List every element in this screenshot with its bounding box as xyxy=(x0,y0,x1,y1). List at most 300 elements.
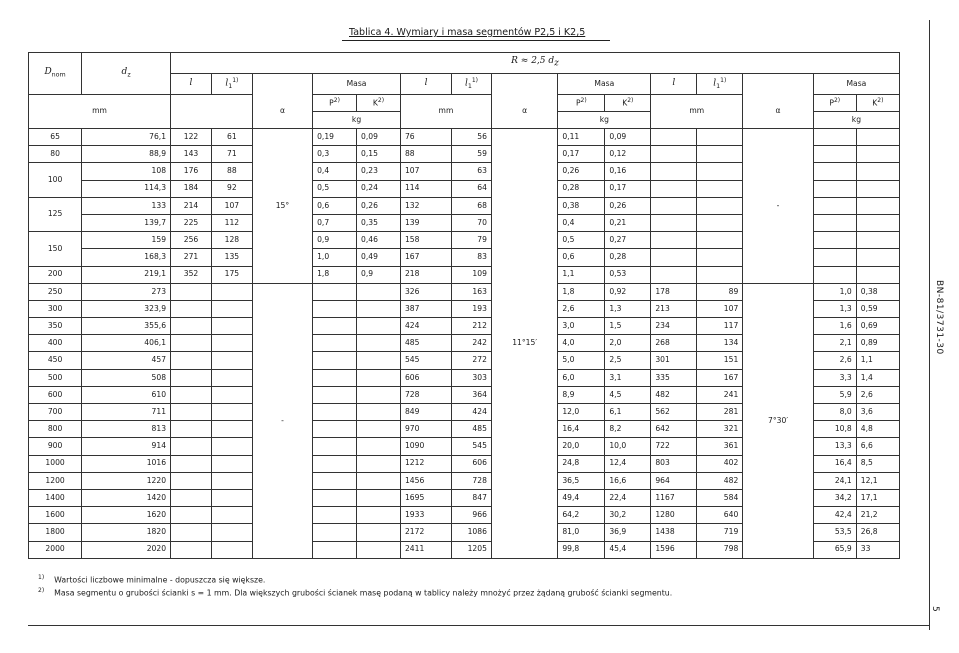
cell-k-c xyxy=(856,232,899,249)
cell-k-a: 0,24 xyxy=(357,180,401,197)
cell-l1-b: 193 xyxy=(452,300,492,317)
footnote-2: $^{2)}$ Masa segmentu o grubości ścianki s = 1 mm. Dla większych grubości ścianek masę podaną w tablicy należy mnożyć przez żądaną grubość ścianki segmentu. xyxy=(38,587,673,598)
cell-l1-a xyxy=(211,300,252,317)
cell-p-c: 1,6 xyxy=(813,318,856,335)
cell-l-a xyxy=(171,472,212,489)
cell-p-a xyxy=(313,438,357,455)
cell-d-z: 1420 xyxy=(82,489,171,506)
cell-k-c xyxy=(856,129,899,146)
cell-d-z: 406,1 xyxy=(82,335,171,352)
cell-l-c: 562 xyxy=(651,404,697,421)
cell-p-b: 0,4 xyxy=(558,214,605,231)
cell-d-nom: 150 xyxy=(29,232,82,266)
cell-l-c: 482 xyxy=(651,386,697,403)
cell-p-b: 5,0 xyxy=(558,352,605,369)
header-l1-c: $l_1^{1)}$ xyxy=(697,74,743,95)
cell-l1-b: 545 xyxy=(452,438,492,455)
cell-d-nom: 100 xyxy=(29,163,82,197)
cell-p-a xyxy=(313,507,357,524)
cell-k-b: 1,3 xyxy=(605,300,651,317)
cell-p-b: 36,5 xyxy=(558,472,605,489)
cell-l1-c: 482 xyxy=(697,472,743,489)
cell-l1-c: 89 xyxy=(697,283,743,300)
cell-l-a: 184 xyxy=(171,180,212,197)
header-k-b: $K^{2)}$ xyxy=(605,95,651,112)
cell-l1-b: 212 xyxy=(452,318,492,335)
cell-p-b: 0,5 xyxy=(558,232,605,249)
cell-l1-a xyxy=(211,404,252,421)
cell-l1-b: 64 xyxy=(452,180,492,197)
cell-p-c: 2,6 xyxy=(813,352,856,369)
cell-k-c xyxy=(856,180,899,197)
cell-l-a: 225 xyxy=(171,214,212,231)
cell-l-a: 352 xyxy=(171,266,212,283)
cell-p-b: 2,6 xyxy=(558,300,605,317)
cell-p-a xyxy=(313,541,357,558)
cell-p-b: 81,0 xyxy=(558,524,605,541)
cell-k-a xyxy=(357,421,401,438)
header-mm-left: mm xyxy=(29,95,171,129)
cell-k-a xyxy=(357,335,401,352)
header-kg-c: kg xyxy=(813,112,899,129)
cell-l1-a xyxy=(211,472,252,489)
cell-l1-a xyxy=(211,352,252,369)
cell-p-c: 16,4 xyxy=(813,455,856,472)
cell-l1-c: 151 xyxy=(697,352,743,369)
header-blank-b xyxy=(491,74,557,95)
cell-k-a xyxy=(357,318,401,335)
cell-p-a: 0,5 xyxy=(313,180,357,197)
cell-k-b: 0,17 xyxy=(605,180,651,197)
cell-l-b: 107 xyxy=(400,163,451,180)
cell-p-a xyxy=(313,455,357,472)
cell-p-b: 20,0 xyxy=(558,438,605,455)
cell-p-a: 1,0 xyxy=(313,249,357,266)
cell-d-z: 355,6 xyxy=(82,318,171,335)
cell-l-a: 176 xyxy=(171,163,212,180)
cell-l-a: 143 xyxy=(171,146,212,163)
cell-k-c xyxy=(856,163,899,180)
cell-d-z: 76,1 xyxy=(82,129,171,146)
cell-l-c: 642 xyxy=(651,421,697,438)
cell-l-b: 387 xyxy=(400,300,451,317)
cell-d-z: 133 xyxy=(82,197,171,214)
cell-l1-b: 109 xyxy=(452,266,492,283)
header-alpha-c: α xyxy=(743,95,814,129)
cell-l-b: 424 xyxy=(400,318,451,335)
cell-l1-b: 1086 xyxy=(452,524,492,541)
header-blank-lr xyxy=(171,95,253,129)
cell-l-a xyxy=(171,489,212,506)
cell-alpha-b: 11°15′ xyxy=(491,129,557,559)
table-row xyxy=(29,283,900,300)
cell-l-c xyxy=(651,232,697,249)
cell-p-c xyxy=(813,129,856,146)
cell-p-c: 5,9 xyxy=(813,386,856,403)
cell-p-b: 0,38 xyxy=(558,197,605,214)
cell-k-c: 12,1 xyxy=(856,472,899,489)
cell-p-a: 1,8 xyxy=(313,266,357,283)
cell-d-z: 508 xyxy=(82,369,171,386)
cell-k-b: 16,6 xyxy=(605,472,651,489)
cell-l-b: 2411 xyxy=(400,541,451,558)
cell-l-c xyxy=(651,146,697,163)
cell-p-c: 1,0 xyxy=(813,283,856,300)
cell-d-nom: 800 xyxy=(29,421,82,438)
cell-p-b: 1,8 xyxy=(558,283,605,300)
segments-table xyxy=(28,52,900,559)
cell-k-a xyxy=(357,300,401,317)
cell-l-a: 271 xyxy=(171,249,212,266)
cell-l-b: 1456 xyxy=(400,472,451,489)
cell-l-b: 139 xyxy=(400,214,451,231)
cell-p-b: 64,2 xyxy=(558,507,605,524)
cell-p-c xyxy=(813,197,856,214)
cell-k-b: 8,2 xyxy=(605,421,651,438)
cell-k-a: 0,09 xyxy=(357,129,401,146)
cell-k-c: 0,38 xyxy=(856,283,899,300)
cell-d-z: 1220 xyxy=(82,472,171,489)
cell-alpha-a-dash: - xyxy=(252,283,312,558)
page-title: Tablica 4. Wymiary i masa segmentów P2,5 i K2,5 xyxy=(349,27,586,38)
cell-p-c: 8,0 xyxy=(813,404,856,421)
cell-d-nom: 700 xyxy=(29,404,82,421)
cell-d-z: 1820 xyxy=(82,524,171,541)
cell-k-a xyxy=(357,455,401,472)
cell-l-c xyxy=(651,180,697,197)
cell-l-a xyxy=(171,421,212,438)
cell-l-c: 1596 xyxy=(651,541,697,558)
cell-l1-b: 364 xyxy=(452,386,492,403)
cell-l-b: 132 xyxy=(400,197,451,214)
cell-d-z: 88,9 xyxy=(82,146,171,163)
cell-p-b: 49,4 xyxy=(558,489,605,506)
cell-l-a xyxy=(171,369,212,386)
cell-k-a xyxy=(357,472,401,489)
cell-l1-b: 728 xyxy=(452,472,492,489)
cell-l-b: 218 xyxy=(400,266,451,283)
cell-l1-c xyxy=(697,180,743,197)
cell-k-b: 6,1 xyxy=(605,404,651,421)
cell-p-b: 0,6 xyxy=(558,249,605,266)
cell-alpha-c: 7°30′ xyxy=(743,283,814,558)
cell-l1-c: 281 xyxy=(697,404,743,421)
cell-p-c xyxy=(813,232,856,249)
cell-k-a xyxy=(357,507,401,524)
cell-l1-c: 402 xyxy=(697,455,743,472)
cell-p-c xyxy=(813,180,856,197)
cell-l-b: 606 xyxy=(400,369,451,386)
cell-l-c xyxy=(651,214,697,231)
cell-l-b: 728 xyxy=(400,386,451,403)
cell-l1-a: 92 xyxy=(211,180,252,197)
cell-l1-a: 107 xyxy=(211,197,252,214)
cell-l1-a xyxy=(211,507,252,524)
cell-l-a xyxy=(171,352,212,369)
cell-l-a xyxy=(171,455,212,472)
cell-l-c: 301 xyxy=(651,352,697,369)
cell-k-c xyxy=(856,249,899,266)
cell-l-a xyxy=(171,507,212,524)
cell-d-z: 139,7 xyxy=(82,214,171,231)
cell-l-c xyxy=(651,129,697,146)
page-number: 5 xyxy=(930,606,940,612)
cell-l-a xyxy=(171,318,212,335)
cell-l1-b: 79 xyxy=(452,232,492,249)
cell-p-a xyxy=(313,386,357,403)
cell-p-a xyxy=(313,352,357,369)
cell-k-b: 12,4 xyxy=(605,455,651,472)
cell-d-nom: 900 xyxy=(29,438,82,455)
cell-l1-b: 59 xyxy=(452,146,492,163)
header-kg-a: kg xyxy=(313,112,401,129)
cell-l-a xyxy=(171,386,212,403)
cell-l-a xyxy=(171,541,212,558)
cell-l1-a xyxy=(211,541,252,558)
cell-l1-c xyxy=(697,266,743,283)
cell-p-b: 1,1 xyxy=(558,266,605,283)
cell-k-a: 0,15 xyxy=(357,146,401,163)
footnote-1: $^{1)}$ Wartości liczbowe minimalne - dopuszcza się większe. xyxy=(38,574,266,585)
cell-d-nom: 1200 xyxy=(29,472,82,489)
cell-p-a xyxy=(313,421,357,438)
cell-p-c: 10,8 xyxy=(813,421,856,438)
cell-l1-c xyxy=(697,214,743,231)
cell-k-c: 3,6 xyxy=(856,404,899,421)
cell-l1-b: 424 xyxy=(452,404,492,421)
cell-l1-a xyxy=(211,455,252,472)
cell-l1-b: 56 xyxy=(452,129,492,146)
cell-k-c xyxy=(856,197,899,214)
cell-l-c xyxy=(651,163,697,180)
cell-d-nom: 80 xyxy=(29,146,82,163)
cell-l1-c: 167 xyxy=(697,369,743,386)
cell-p-b: 0,11 xyxy=(558,129,605,146)
cell-l-b: 76 xyxy=(400,129,451,146)
cell-l-a xyxy=(171,300,212,317)
cell-l1-c xyxy=(697,232,743,249)
header-r-formula: R ≈ 2,5 $d_z$ xyxy=(171,53,900,74)
cell-k-a: 0,49 xyxy=(357,249,401,266)
cell-k-b: 0,26 xyxy=(605,197,651,214)
cell-l1-c xyxy=(697,146,743,163)
cell-d-z: 2020 xyxy=(82,541,171,558)
cell-k-a: 0,23 xyxy=(357,163,401,180)
cell-l1-c: 241 xyxy=(697,386,743,403)
cell-p-c xyxy=(813,266,856,283)
cell-p-a: 0,9 xyxy=(313,232,357,249)
cell-d-nom: 500 xyxy=(29,369,82,386)
header-blank-c xyxy=(743,74,814,95)
header-mm-b: mm xyxy=(400,95,491,129)
cell-p-a xyxy=(313,524,357,541)
cell-p-a xyxy=(313,404,357,421)
cell-k-b: 3,1 xyxy=(605,369,651,386)
cell-p-b: 0,26 xyxy=(558,163,605,180)
cell-k-b: 0,21 xyxy=(605,214,651,231)
cell-k-b: 30,2 xyxy=(605,507,651,524)
cell-l1-a: 135 xyxy=(211,249,252,266)
cell-l1-a xyxy=(211,524,252,541)
cell-l-c: 213 xyxy=(651,300,697,317)
cell-p-a: 0,6 xyxy=(313,197,357,214)
cell-l1-c: 640 xyxy=(697,507,743,524)
cell-k-b: 0,92 xyxy=(605,283,651,300)
header-l1-a: $l_1^{1)}$ xyxy=(211,74,252,95)
cell-p-a xyxy=(313,489,357,506)
cell-k-b: 2,0 xyxy=(605,335,651,352)
header-p-c: $P^{2)}$ xyxy=(813,95,856,112)
cell-d-nom: 250 xyxy=(29,283,82,300)
header-l-a: l xyxy=(171,74,212,95)
cell-l-c: 234 xyxy=(651,318,697,335)
cell-p-c: 24,1 xyxy=(813,472,856,489)
cell-p-a xyxy=(313,472,357,489)
cell-k-c: 0,89 xyxy=(856,335,899,352)
cell-k-a xyxy=(357,524,401,541)
cell-l1-c: 584 xyxy=(697,489,743,506)
cell-l-c: 268 xyxy=(651,335,697,352)
cell-l-a xyxy=(171,283,212,300)
cell-d-z: 813 xyxy=(82,421,171,438)
cell-l1-a: 175 xyxy=(211,266,252,283)
cell-l1-b: 242 xyxy=(452,335,492,352)
cell-p-b: 16,4 xyxy=(558,421,605,438)
cell-p-c xyxy=(813,249,856,266)
cell-p-c xyxy=(813,214,856,231)
cell-k-c xyxy=(856,266,899,283)
cell-k-a: 0,26 xyxy=(357,197,401,214)
cell-p-c: 1,3 xyxy=(813,300,856,317)
cell-l-c: 178 xyxy=(651,283,697,300)
cell-d-z: 457 xyxy=(82,352,171,369)
cell-k-c: 2,6 xyxy=(856,386,899,403)
cell-k-b: 0,12 xyxy=(605,146,651,163)
cell-p-a xyxy=(313,300,357,317)
cell-d-z: 1016 xyxy=(82,455,171,472)
cell-l1-b: 68 xyxy=(452,197,492,214)
cell-l-b: 1090 xyxy=(400,438,451,455)
cell-l1-a: 88 xyxy=(211,163,252,180)
cell-k-c: 0,69 xyxy=(856,318,899,335)
cell-l1-a xyxy=(211,438,252,455)
cell-l1-b: 70 xyxy=(452,214,492,231)
cell-k-c xyxy=(856,146,899,163)
cell-l-b: 88 xyxy=(400,146,451,163)
cell-k-b: 0,09 xyxy=(605,129,651,146)
header-l-c: l xyxy=(651,74,697,95)
cell-k-b: 4,5 xyxy=(605,386,651,403)
cell-p-b: 3,0 xyxy=(558,318,605,335)
cell-l-c: 964 xyxy=(651,472,697,489)
cell-l1-a xyxy=(211,421,252,438)
cell-p-c xyxy=(813,163,856,180)
cell-p-b: 12,0 xyxy=(558,404,605,421)
cell-p-a: 0,3 xyxy=(313,146,357,163)
cell-l-c: 1167 xyxy=(651,489,697,506)
cell-l-b: 114 xyxy=(400,180,451,197)
cell-l-c: 1438 xyxy=(651,524,697,541)
cell-d-z: 108 xyxy=(82,163,171,180)
cell-l-c: 722 xyxy=(651,438,697,455)
cell-d-z: 610 xyxy=(82,386,171,403)
cell-p-c xyxy=(813,146,856,163)
cell-d-nom: 450 xyxy=(29,352,82,369)
cell-d-z: 114,3 xyxy=(82,180,171,197)
cell-l-b: 2172 xyxy=(400,524,451,541)
cell-d-z: 914 xyxy=(82,438,171,455)
cell-k-b: 2,5 xyxy=(605,352,651,369)
cell-d-nom: 1600 xyxy=(29,507,82,524)
cell-p-a xyxy=(313,318,357,335)
cell-l-b: 1933 xyxy=(400,507,451,524)
cell-l1-c xyxy=(697,129,743,146)
cell-l1-a: 61 xyxy=(211,129,252,146)
cell-l1-c: 107 xyxy=(697,300,743,317)
title-underline xyxy=(342,40,610,41)
header-p-a: $P^{2)}$ xyxy=(313,95,357,112)
cell-l-a xyxy=(171,404,212,421)
cell-l1-a: 112 xyxy=(211,214,252,231)
cell-d-nom: 200 xyxy=(29,266,82,283)
cell-k-c: 1,1 xyxy=(856,352,899,369)
cell-k-b: 0,27 xyxy=(605,232,651,249)
cell-k-c: 1,4 xyxy=(856,369,899,386)
cell-p-c: 53,5 xyxy=(813,524,856,541)
cell-l1-b: 485 xyxy=(452,421,492,438)
cell-l1-c: 117 xyxy=(697,318,743,335)
header-masa-b: Masa xyxy=(558,74,651,95)
cell-k-a xyxy=(357,489,401,506)
cell-d-nom: 1000 xyxy=(29,455,82,472)
cell-d-nom: 1400 xyxy=(29,489,82,506)
cell-l-c xyxy=(651,249,697,266)
cell-l-a xyxy=(171,524,212,541)
cell-p-b: 4,0 xyxy=(558,335,605,352)
cell-l-a: 256 xyxy=(171,232,212,249)
header-masa-a: Masa xyxy=(313,74,401,95)
cell-d-nom: 400 xyxy=(29,335,82,352)
header-l-b: l xyxy=(400,74,451,95)
cell-k-c: 0,59 xyxy=(856,300,899,317)
cell-d-nom: 65 xyxy=(29,129,82,146)
cell-l-c: 803 xyxy=(651,455,697,472)
cell-l1-a xyxy=(211,369,252,386)
cell-l1-b: 966 xyxy=(452,507,492,524)
cell-l1-b: 163 xyxy=(452,283,492,300)
cell-l-b: 970 xyxy=(400,421,451,438)
cell-l-c xyxy=(651,197,697,214)
cell-k-c: 17,1 xyxy=(856,489,899,506)
cell-k-a: 0,46 xyxy=(357,232,401,249)
cell-l-a: 214 xyxy=(171,197,212,214)
cell-l-b: 1212 xyxy=(400,455,451,472)
header-k-a: $K^{2)}$ xyxy=(357,95,401,112)
cell-p-b: 6,0 xyxy=(558,369,605,386)
cell-k-b: 22,4 xyxy=(605,489,651,506)
cell-k-a: 0,35 xyxy=(357,214,401,231)
header-masa-c: Masa xyxy=(813,74,899,95)
header-mm-c: mm xyxy=(651,95,743,129)
cell-l-b: 485 xyxy=(400,335,451,352)
cell-d-nom: 125 xyxy=(29,197,82,231)
cell-k-a xyxy=(357,404,401,421)
cell-p-c: 2,1 xyxy=(813,335,856,352)
cell-l1-a: 71 xyxy=(211,146,252,163)
cell-p-b: 0,28 xyxy=(558,180,605,197)
cell-p-c: 3,3 xyxy=(813,369,856,386)
cell-p-a: 0,19 xyxy=(313,129,357,146)
